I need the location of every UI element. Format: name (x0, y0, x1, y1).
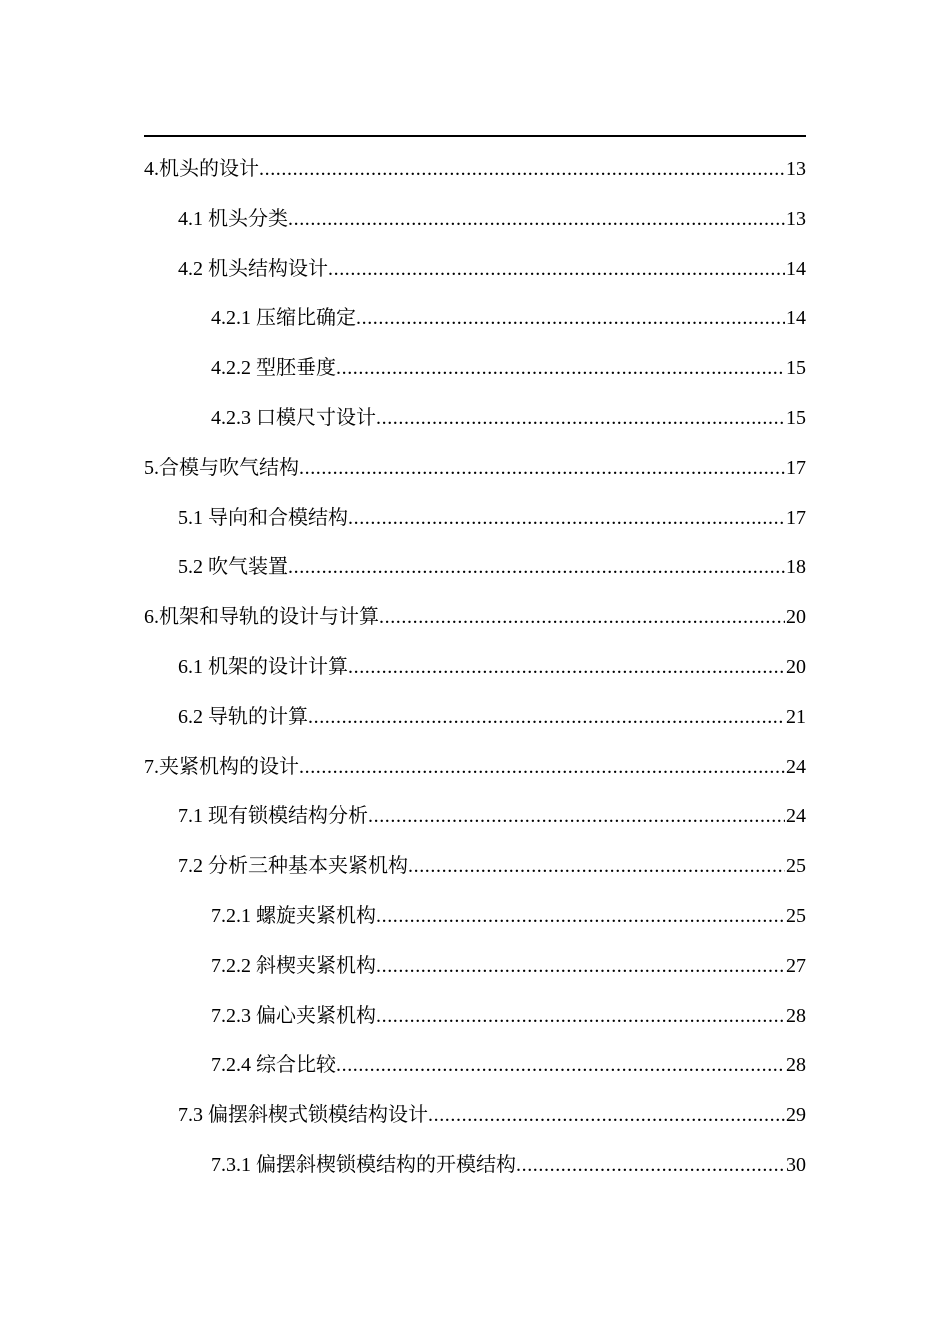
toc-entry-title: 5.2 吹气装置 (178, 556, 288, 579)
toc-dot-leader (308, 693, 785, 743)
toc-entry-title: 4.2.3 口模尺寸设计 (211, 406, 376, 429)
toc-entry-page-number: 25 (786, 904, 806, 927)
toc-entry-page-number: 28 (786, 1054, 806, 1077)
toc-dot-leader (368, 792, 785, 842)
toc-entry-page-number: 18 (786, 556, 806, 579)
toc-entry-title: 7.2.1 螺旋夹紧机构 (211, 904, 376, 927)
toc-entry-page-number: 13 (786, 158, 806, 180)
toc-entry-page-number: 29 (786, 1104, 806, 1127)
table-of-contents (144, 145, 806, 1191)
toc-entry-page-number: 13 (786, 207, 806, 230)
toc-dot-leader (376, 394, 785, 444)
toc-entry-title: 7.2.4 综合比较 (211, 1054, 336, 1077)
toc-dot-leader (408, 842, 785, 892)
toc-entry[interactable] (144, 643, 806, 693)
toc-dot-leader (288, 543, 785, 593)
toc-entry[interactable] (144, 1041, 806, 1091)
toc-entry[interactable] (144, 743, 806, 793)
toc-entry[interactable] (144, 942, 806, 992)
toc-entry-page-number: 30 (786, 1153, 806, 1176)
toc-dot-leader (348, 643, 785, 693)
toc-entry-title: 5.1 导向和合模结构 (178, 506, 348, 529)
toc-entry-title: 7.2.3 偏心夹紧机构 (211, 1004, 376, 1027)
toc-entry-page-number: 17 (786, 456, 806, 479)
toc-entry[interactable] (144, 444, 806, 494)
toc-entry-title: 7.夹紧机构的设计 (144, 755, 299, 778)
toc-entry-title: 7.2.2 斜楔夹紧机构 (211, 954, 376, 977)
toc-entry-page-number: 21 (786, 705, 806, 728)
toc-entry[interactable] (144, 245, 806, 295)
toc-entry-title: 4.2.1 压缩比确定 (211, 307, 356, 330)
header-rule (144, 135, 806, 137)
toc-dot-leader (376, 942, 785, 992)
toc-dot-leader (299, 743, 785, 793)
toc-entry-title: 5.合模与吹气结构 (144, 456, 299, 479)
toc-entry-page-number: 15 (786, 406, 806, 429)
toc-dot-leader (428, 1091, 785, 1141)
toc-entry-title: 7.3.1 偏摆斜楔锁模结构的开模结构 (211, 1153, 516, 1176)
toc-entry-title: 6.2 导轨的计算 (178, 705, 308, 728)
toc-entry[interactable] (144, 693, 806, 743)
toc-entry[interactable] (144, 892, 806, 942)
toc-dot-leader (516, 1141, 785, 1191)
toc-entry-title: 4.1 机头分类 (178, 207, 288, 230)
toc-entry-page-number: 24 (786, 755, 806, 778)
toc-entry-page-number: 25 (786, 855, 806, 878)
toc-entry[interactable] (144, 145, 806, 195)
toc-entry[interactable] (144, 842, 806, 892)
toc-entry-page-number: 20 (786, 606, 806, 629)
toc-entry[interactable] (144, 1091, 806, 1141)
toc-dot-leader (379, 593, 785, 643)
toc-entry-page-number: 24 (786, 805, 806, 828)
toc-dot-leader (336, 344, 785, 394)
toc-entry[interactable] (144, 543, 806, 593)
toc-entry[interactable] (144, 792, 806, 842)
toc-dot-leader (356, 294, 785, 344)
toc-entry-title: 7.3 偏摆斜楔式锁模结构设计 (178, 1104, 428, 1127)
toc-entry[interactable] (144, 494, 806, 544)
toc-entry[interactable] (144, 1141, 806, 1191)
toc-entry-title: 6.1 机架的设计计算 (178, 655, 348, 678)
toc-entry-title: 4.2.2 型胚垂度 (211, 357, 336, 380)
toc-entry[interactable] (144, 294, 806, 344)
toc-entry-page-number: 14 (786, 257, 806, 280)
toc-dot-leader (299, 444, 785, 494)
toc-entry-page-number: 20 (786, 655, 806, 678)
toc-dot-leader (376, 892, 785, 942)
toc-entry[interactable] (144, 195, 806, 245)
toc-dot-leader (328, 245, 785, 295)
toc-dot-leader (376, 992, 785, 1042)
toc-entry-title: 4.2 机头结构设计 (178, 257, 328, 280)
toc-entry-title: 7.2 分析三种基本夹紧机构 (178, 855, 408, 878)
toc-entry[interactable] (144, 593, 806, 643)
toc-entry-page-number: 28 (786, 1004, 806, 1027)
toc-entry-page-number: 17 (786, 506, 806, 529)
toc-dot-leader (336, 1041, 785, 1091)
toc-entry[interactable] (144, 394, 806, 444)
toc-entry[interactable] (144, 344, 806, 394)
toc-dot-leader (259, 145, 785, 195)
toc-dot-leader (288, 195, 785, 245)
toc-entry-page-number: 27 (786, 954, 806, 977)
toc-entry-page-number: 15 (786, 357, 806, 380)
toc-entry-title: 6.机架和导轨的设计与计算 (144, 606, 379, 629)
toc-entry-page-number: 14 (786, 307, 806, 330)
toc-entry[interactable] (144, 992, 806, 1042)
toc-dot-leader (348, 494, 785, 544)
toc-entry-title: 7.1 现有锁模结构分析 (178, 805, 368, 828)
toc-entry-title: 4.机头的设计 (144, 158, 259, 180)
